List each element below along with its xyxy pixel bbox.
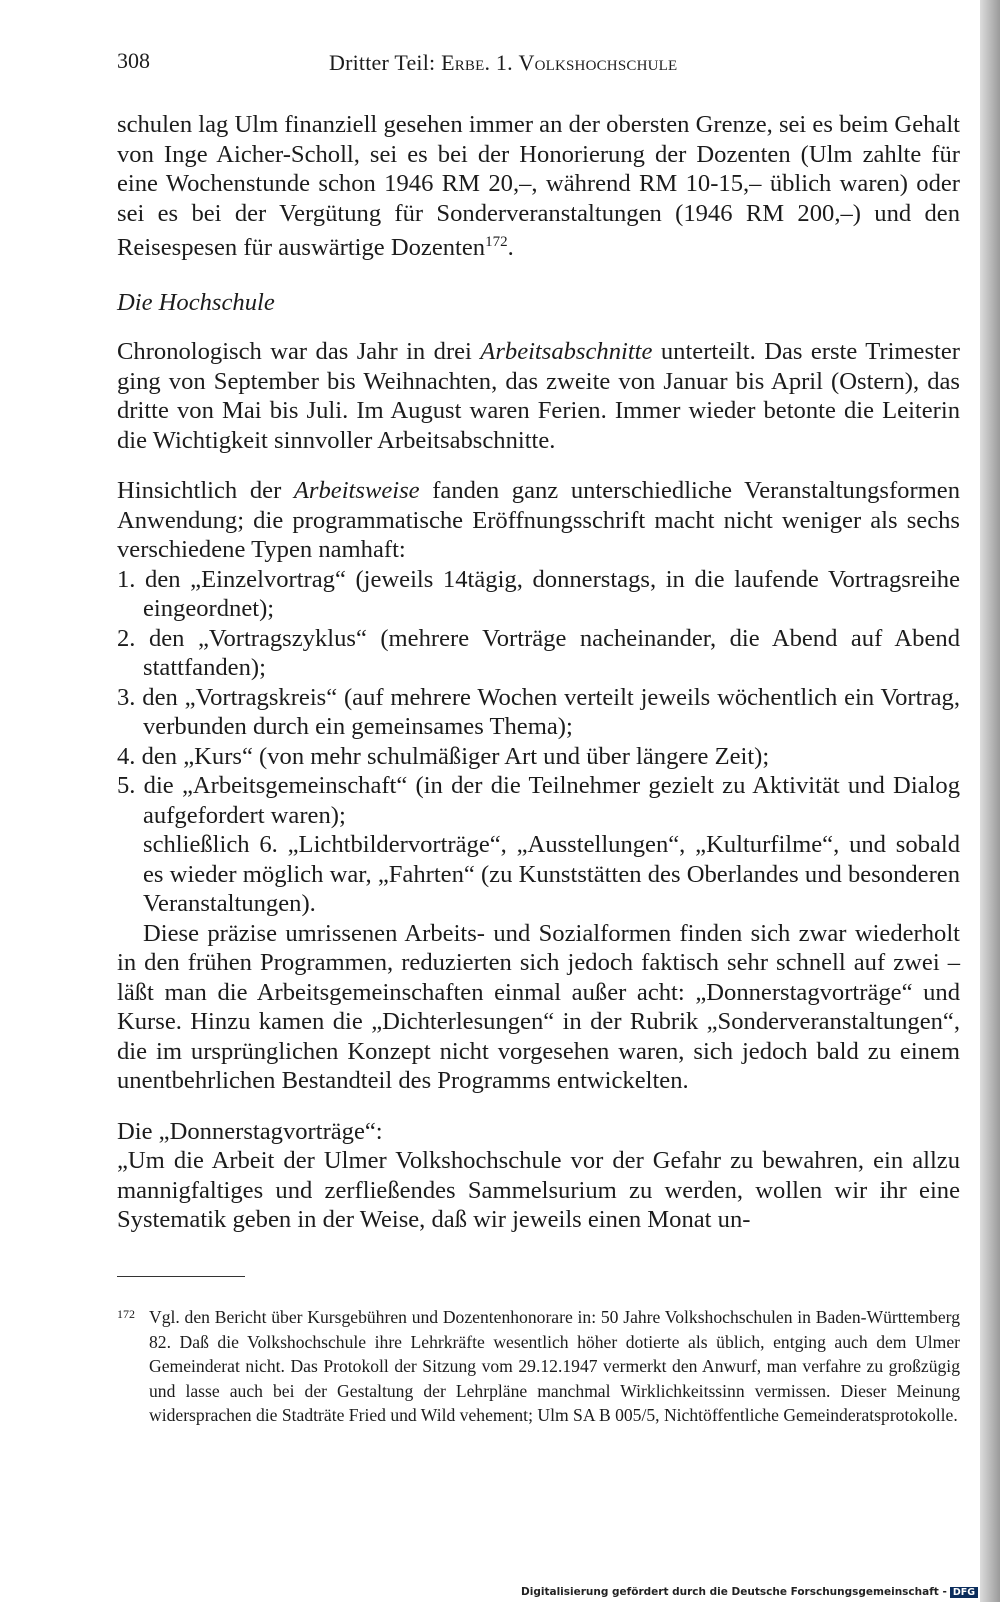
page-number: 308 <box>117 48 150 73</box>
footnote <box>117 1305 960 1428</box>
list-final-item: schließlich 6. „Lichtbildervorträge“, „Ausstellungen“, „Kulturfilme“, und sobald es wieder möglich war, „Fahrten“ (zu Kunststätten des Oberlandes und besonderen Veranstaltungen). <box>143 831 960 918</box>
body-text <box>117 110 960 1235</box>
running-head-part1: Erbe <box>441 50 485 75</box>
footnote-reference: 172 <box>485 234 508 250</box>
paragraph-3-emphasis: Arbeitsweise <box>293 477 420 505</box>
running-head-prefix: Dritter Teil: <box>329 50 442 75</box>
paragraph-4: Diese präzise umrissenen Arbeits- und Sozialformen finden sich zwar wiederholt in den frühen Programmen, reduzierten sich jedoch faktisch sehr schnell auf zwei – läßt man die Arbeitsgemeinschaften einmal außer acht: „Donnerstagvorträge“ und Kurse. Hinzu kamen die „Dichterlesungen“ in der Rubrik „Sonderveranstaltungen“, die im ursprünglichen Konzept nicht vorgesehen waren, sich jedoch bald zu einem unentbehrlichen Bestandteil des Programms entwickelten. <box>117 919 960 1095</box>
paragraph-5-quote: „Um die Arbeit der Ulmer Volkshochschule vor der Gefahr zu bewahren, ein allzu mannigfaltiges und zerfließendes Sammelsurium zu werden, wollen wir ihr eine Systematik geben in der Weise, daß wir jeweils einen Monat un- <box>117 1147 960 1234</box>
book-page <box>117 0 960 1602</box>
paragraph-1 <box>117 110 960 263</box>
running-head-title <box>329 50 677 76</box>
running-header <box>117 48 960 80</box>
credit-text: Digitalisierung gefördert durch die Deutsche Forschungsgemeinschaft - <box>521 1586 947 1598</box>
paragraph-3-text-a: Hinsichtlich der <box>117 477 294 505</box>
footnote-marker: 172 <box>117 1307 135 1321</box>
list-item: 4. den „Kurs“ (von mehr schulmäßiger Art und über längere Zeit); <box>117 742 770 770</box>
paragraph-2 <box>117 337 960 455</box>
paragraph-1-end: . <box>507 234 514 262</box>
list-item: 2. den „Vortragszyklus“ (mehrere Vorträge nacheinander, die Abend auf Abend stattfanden); <box>117 624 960 682</box>
paragraph-2-text-b: unterteilt. Das erste Trimester ging von September bis Weihnachten, das zweite von Januar bis April (Ostern), das dritte von Mai bis Juli. Im August waren Ferien. Immer wieder betonte die Leiterin die Wichtigkeit sinnvoller Arbeitsabschnitte. <box>117 338 960 454</box>
footnote-text: Vgl. den Bericht über Kursgebühren und Dozentenhonorare in: 50 Jahre Volkshochschulen in Baden-Württemberg 82. Daß die Volkshochschule ihre Lehrkräfte wesentlich höher dotierte als üblich, entging auch dem Ulmer Gemeinderat nicht. Das Protokoll der Sitzung vom 29.12.1947 vermerkt den Anwurf, man verfahre zu großzügig und lasse auch bei der Gestaltung der Lehrpläne manchmal Wirklichkeitssinn vermissen. Dieser Meinung widersprachen die Stadträte Fried und Wild vehement; Ulm SA B 005/5, Nichtöffentliche Gemeinderatsprotokolle. <box>149 1307 960 1425</box>
digitization-credit <box>521 1586 978 1598</box>
footnote-divider <box>117 1276 245 1277</box>
section-heading: Die Hochschule <box>117 288 275 316</box>
paragraph-1-text: schulen lag Ulm finanziell gesehen immer an der obersten Grenze, sei es beim Gehalt von Inge Aicher-Scholl, sei es bei der Honorierung der Dozenten (Ulm zahlte für eine Wochenstunde schon 1946 RM 20,–, während RM 10-15,– üblich waren) oder sei es bei der Vergütung für Sonderveranstaltungen (1946 RM 200,–) und den Reisespesen für auswärtige Dozenten <box>117 111 960 262</box>
paragraph-5-label: Die „Donnerstagvorträge“: <box>117 1117 383 1145</box>
event-types-list <box>117 565 960 831</box>
list-item: 5. die „Arbeitsgemeinschaft“ (in der die Teilnehmer gezielt zu Aktivität und Dialog aufgefordert waren); <box>117 772 960 829</box>
paragraph-2-emphasis: Arbeitsabschnitte <box>480 338 653 366</box>
list-item: 3. den „Vortragskreis“ (auf mehrere Wochen verteilt jeweils wöchentlich ein Vortrag, verbunden durch ein gemeinsames Thema); <box>117 683 960 741</box>
running-head-part2: Volkshochschule <box>518 50 678 75</box>
list-item: 1. den „Einzelvortrag“ (jeweils 14tägig, donnerstags, in die laufende Vortragsreihe eingeordnet); <box>117 565 960 623</box>
paragraph-3 <box>117 476 960 565</box>
paragraph-3-text-b: fanden ganz unterschiedliche Veranstaltungsformen Anwendung; die programmatische Eröffnungsschrift macht nicht weniger als sechs verschiedene Typen namhaft: <box>117 477 961 564</box>
dfg-logo: DFG <box>950 1587 978 1598</box>
paragraph-2-text-a: Chronologisch war das Jahr in drei <box>117 338 481 366</box>
page-edge-shadow <box>980 0 1000 1602</box>
running-head-sep: . 1. <box>484 50 519 75</box>
footnotes <box>117 1305 960 1428</box>
